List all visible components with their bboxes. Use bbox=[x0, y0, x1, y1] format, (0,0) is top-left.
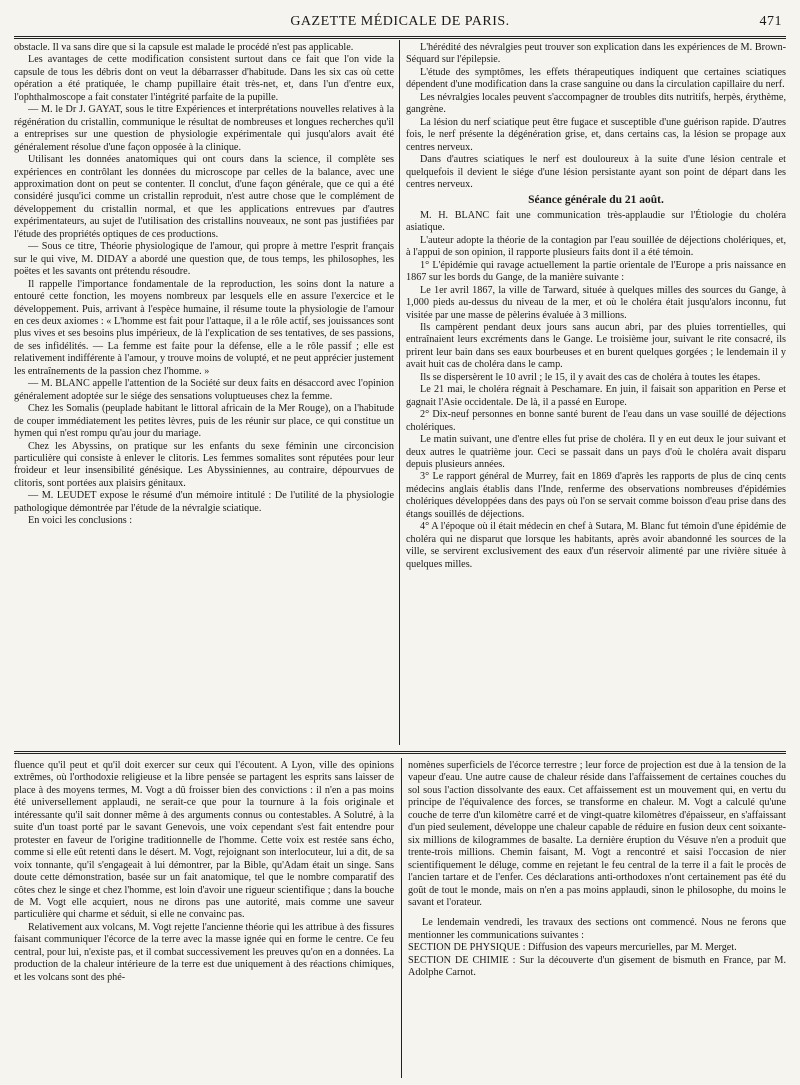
section-entry: SECTION DE PHYSIQUE : Diffusion des vapeurs mercurielles, par M. Merget. bbox=[408, 942, 737, 954]
paragraph: Les avantages de cette modification consistent surtout dans ce fait que l'on vide la capsule de tous les débris dont on veut la débarrasser d'habitude. Dans les six cas où cette opération a été pratiquée, le champ pupillaire était très-net, et, dans l'un d'entre eux, l'ophthalmoscope a fait constater l'intégrité parfaite de la pupille. bbox=[14, 54, 394, 103]
paragraph: Il rappelle l'importance fondamentale de la reproduction, les soins dont la nature a entouré cette fonction, les moyens nombreux par lesquels elle en assure l'exercice et le développement. Puis, arrivant à l'espèce humaine, il résume toute la physiologie de l'amour en ces deux axiomes : « L'homme est fait pour l'attaque, il a le rôle actif, ses jouissances sont plus vives et ses besoins plus impérieux, de là l'explication de ses tentatives, de ses passions, de ses infidélités. — La femme est faite pour la défense, elle a le rôle passif ; elle est relativement indifférente à l'amour, y trouve moins de volupté, et ne peut apprécier justement les entraînements de la passion chez l'homme. » bbox=[14, 278, 394, 377]
paragraph: Ils se dispersèrent le 10 avril ; le 15, il y avait des cas de choléra à toutes les étapes. bbox=[420, 371, 761, 383]
paragraph: — M. BLANC appelle l'attention de la Société sur deux faits en désaccord avec l'opinion généralement adoptée sur le siége des sensations voluptueuses chez la femme. bbox=[14, 378, 394, 402]
column-divider-top bbox=[399, 40, 400, 745]
paragraph: obstacle. Il va sans dire que si la capsule est malade le procédé n'est pas applicable. bbox=[14, 42, 354, 53]
paragraph: fluence qu'il peut et qu'il doit exercer sur ceux qui l'écoutent. A Lyon, ville des opinions extrêmes, où l'orthodoxie religieuse et la libre pensée se partagent les esprits sans laisser de place à des moyens termes, M. Vogt a dû froisser bien des convictions : il n'en a pas moins été universellement applaudi, ne serait-ce que pour la tournure à la fois originale et intéressante qu'il sait donner même à des arguments connus ou contestables. A Solutré, à la suite d'un toast porté par le savant Genevois, une voix cependant s'est fait entendre pour protester en faveur de l'origine traditionnelle de l'homme. Cette voix est restée sans écho, comme si elle eût retenti dans le désert. M. Vogt, rejoignant son interlocuteur, lui a dit, de sa voix tonnante, qu'il s'engageait à lui démontrer, par la Bible, qu'Adam était un singe. Sans doute cette démonstration, basée sur un fait anatomique, tel que le nombre comparatif des côtes chez le singe et chez l'homme, est loin d'avoir une rigueur scientifique ; dans la bouche de M. Vogt elle acquiert, nous ne dirons pas une autorité, mais comme une saveur particulière qui charme et séduit, si elle ne convainc pas. bbox=[14, 760, 394, 921]
paragraph: L'étude des symptômes, les effets thérapeutiques indiquent que certaines sciatiques dépendent d'une modification dans la crase sanguine ou dans la circulation capillaire du nerf. bbox=[406, 66, 786, 91]
paragraph: Le 21 mai, le choléra régnait à Peschamare. En juin, il faisait son apparition en Perse et gagnait l'Asie occidentale. De là, il a passé en Europe. bbox=[406, 384, 786, 408]
paragraph: Les névralgies locales peuvent s'accompagner de troubles dits nutritifs, herpès, érythème, gangrène. bbox=[406, 91, 786, 116]
paragraph: L'auteur adopte la théorie de la contagion par l'eau souillée de déjections cholériques, et, à l'appui de son opinion, il rapporte plusieurs faits dont il a été témoin. bbox=[406, 234, 786, 259]
paragraph: 3° Le rapport général de Murrey, fait en 1869 d'après les rapports de plus de cinq cents médecins anglais établis dans l'Inde, renferme des observations nombreuses d'épidémies cholériques développées dans des pays où l'on se servait comme boisson d'eau prise dans des étangs souillés de déjections. bbox=[406, 471, 786, 520]
header-rule bbox=[14, 36, 786, 39]
section-divider bbox=[14, 751, 786, 754]
paragraph: 2° Dix-neuf personnes en bonne santé burent de l'eau dans un vase souillé de déjections cholériques. bbox=[406, 409, 786, 433]
paragraph: La lésion du nerf sciatique peut être fugace et susceptible d'une guérison rapide. D'autres fois, le nerf présente la dégénération grise, et, dans certains cas, la lésion se propage aux centres nerveux. bbox=[406, 116, 786, 153]
paragraph: En voici les conclusions : bbox=[28, 515, 133, 527]
column-bottom-left bbox=[14, 760, 394, 1080]
paragraph: Le lendemain vendredi, les travaux des sections ont commencé. Nous ne ferons que mentionner les communications suivantes : bbox=[408, 917, 786, 941]
paragraph: 1° L'épidémie qui ravage actuellement la partie orientale de l'Europe a pris naissance en 1867 sur les bords du Gange, de la manière suivante : bbox=[406, 259, 786, 284]
paragraph: Dans d'autres sciatiques le nerf est douloureux à la suite d'une lésion centrale et quelquefois il devient le siége d'une lésion persistante ayant son point de départ dans les centres nerveux. bbox=[406, 154, 786, 190]
column-top-left bbox=[14, 42, 394, 750]
column-top-right bbox=[406, 42, 786, 750]
paragraph: Le matin suivant, une d'entre elles fut prise de choléra. Il y en eut deux le jour suivant et deux autres le quatrième jour. Ceci se passait dans un pays d'où le choléra avait disparu depuis plusieurs années. bbox=[406, 434, 786, 470]
session-heading: Séance générale du 21 août. bbox=[528, 194, 664, 207]
column-bottom-right bbox=[408, 760, 786, 1080]
paragraph: Chez les Abyssins, on pratique sur les enfants du sexe féminin une circoncision particulière qui consiste à enlever le clitoris. Les femmes somalites sont réputées pour leur froideur et leur insensibilité génésique. Les Abyssiniennes, au contraire, dépourvues de clitoris, sont portées aux plaisirs génitaux. bbox=[14, 440, 394, 489]
paragraph: Ils campèrent pendant deux jours sans aucun abri, par des pluies torrentielles, qui entraînaient leurs excréments dans le Gange. Le troisième jour, suivant le rite consacré, ils prirent leur bain dans ses eaux bourbeuses et en burent quelques gorgées ; le lendemain il y avait huit cas de choléra dans le camp. bbox=[406, 321, 786, 371]
page-header bbox=[14, 10, 786, 34]
paragraph: nomènes superficiels de l'écorce terrestre ; leur force de projection est due à la tension de la vapeur d'eau. Une autre cause de chaleur réside dans l'affaissement de certaines couches du sol sous l'action dissolvante des eaux. Cet affaissement est un mouvement qui, en vertu du principe de l'équivalence des forces, se transforme en chaleur. M. Vogt a calculé qu'une couche de terre d'un kilomètre carré et de vingt-quatre kilomètres d'épaisseur, en s'affaissant d'un pied seulement, développe une chaleur capable de réduire en fusion deux cent soixante-six millions de kilogrammes de basalte. La dernière éruption du Vésuve n'en a produit que trente-trois millions. Chemin faisant, M. Vogt a rencontré et saisi l'occasion de nier scientifiquement le déluge, comme en rejetant le feu central de la terre il a fait le procès de l'ancien tartare et de l'enfer. Ces déclarations anti-orthodoxes n'ont certainement pas été du goût de tout le monde, mais on n'en a pas moins applaudi, sinon le philosophe, du moins le savant et l'orateur. bbox=[408, 760, 786, 908]
paragraph: Le 1er avril 1867, la ville de Tarward, située à quelques milles des sources du Gange, à 1,000 pieds au-dessus du niveau de la mer, et où le choléra était jusqu'alors inconnu, fut visitée par une masse de pèlerins évaluée à 3 millions. bbox=[406, 284, 786, 321]
paragraph: Relativement aux volcans, M. Vogt rejette l'ancienne théorie qui les attribue à des fissures faisant communiquer l'écorce de la terre avec la masse ignée qui en forme le centre. Ce feu central, pour lui, n'existe pas, et il combat successivement les preuves qu'on en a données. La production de la chaleur intérieure de la terre est due uniquement à des réactions chimiques, et les volcans sont des phé- bbox=[14, 921, 394, 983]
column-divider-bottom bbox=[401, 758, 402, 1078]
paragraph: Chez les Somalis (peuplade habitant le littoral africain de la Mer Rouge), on a l'habitude de couper immédiatement les petites lèvres, puis de les réunir sur place, ce qui constitue un hymen qui n'est rompu qu'au jour du mariage. bbox=[14, 403, 394, 440]
paragraph: Utilisant les données anatomiques qui ont cours dans la science, il complète ses expériences en contrôlant les données du microscope par celles de la balance, avec une approximation dont on peut se contenter. Il conclut, d'une façon générale, que ce qui a été considéré jusqu'ici comme un cristallin reproduit, n'est autre chose que le complément de développement du cristallin normal, et que les applications entrevues par d'autres expérimentateurs, au sujet de l'utilisation des cristallins nouveaux, ne sont pas justifiées par l'étude des propriétés optiques de ces productions. bbox=[14, 154, 394, 240]
paragraph: — M. LEUDET expose le résumé d'un mémoire intitulé : De l'utilité de la physiologie pathologique démontrée par l'étude de la névralgie sciatique. bbox=[14, 490, 394, 514]
page-number: 471 bbox=[759, 14, 782, 29]
paragraph: L'hérédité des névralgies peut trouver son explication dans les expériences de M. Brown-Séquard sur l'épilepsie. bbox=[406, 42, 786, 66]
paragraph: — M. le Dr J. GAYAT, sous le titre Expériences et interprétations nouvelles relatives à la régénération du cristallin, communique le résultat de nombreuses et longues recherches qu'il a entreprises sur une question de physiologie expérimentale qui jusqu'alors avait été généralement résolue d'une façon opposée à la clinique. bbox=[14, 104, 394, 153]
journal-title: GAZETTE MÉDICALE DE PARIS. bbox=[290, 14, 510, 29]
section-entry: SECTION DE CHIMIE : Sur la découverte d'un gisement de bismuth en France, par M. Adolphe Carnot. bbox=[408, 954, 786, 979]
paragraph: M. H. BLANC fait une communication très-applaudie sur l'Étiologie du choléra asiatique. bbox=[406, 209, 786, 234]
paragraph: — Sous ce titre, Théorie physiologique de l'amour, qui propre à mettre l'esprit français sur le qui vive, M. DIDAY a abordé une question que, de tous temps, les philosophes, les poëtes et les savants ont prétendu résoudre. bbox=[14, 241, 394, 278]
paragraph: 4° A l'époque où il était médecin en chef à Sutara, M. Blanc fut témoin d'une épidémie de choléra qui ne disparut que lorsque les habitants, après avoir abandonné les sources de la ville, se servirent exclusivement des eaux d'un réservoir alimenté par une rivière située à quelques milles. bbox=[406, 521, 786, 570]
